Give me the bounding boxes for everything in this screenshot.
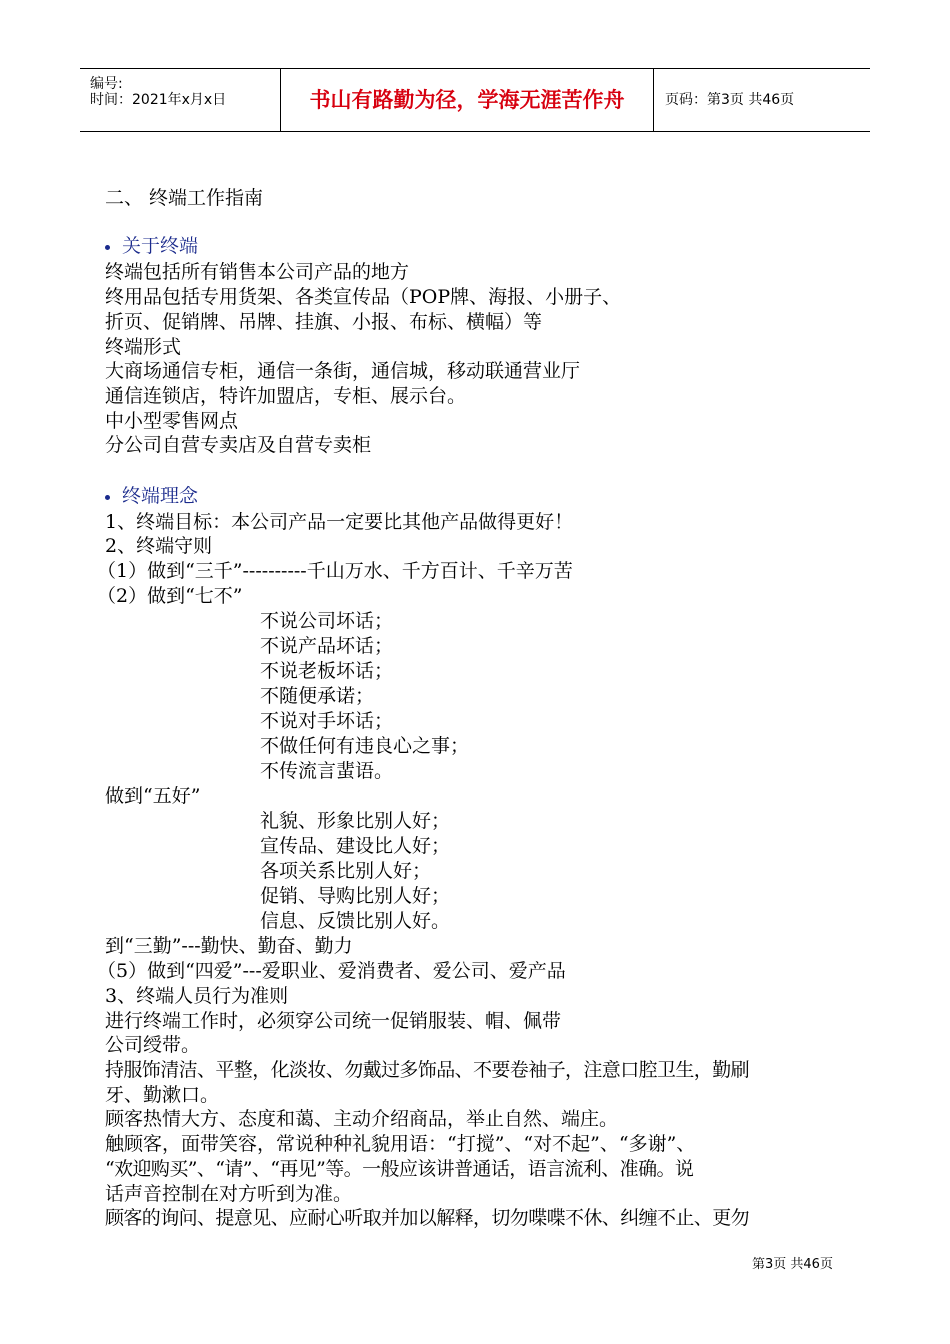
text-line: “欢迎购买”、“请”、“再见”等。一般应该讲普通话，语言流利、准确。说 <box>105 1158 694 1180</box>
list-item: 不说老板坏话； <box>260 660 394 682</box>
text-line: （1）做到“三千”----------千山万水、千方百计、千辛万苦 <box>97 560 573 582</box>
text-line: （5）做到“四爱”---爱职业、爱消费者、爱公司、爱产品 <box>97 960 566 982</box>
text-line: 2、终端守则 <box>105 535 213 557</box>
list-item: 不说公司坏话； <box>260 610 394 632</box>
date-label: 时间：2021年x月x日 <box>90 92 227 108</box>
section-title-about <box>105 234 198 258</box>
page-heading: 二、 终端工作指南 <box>105 187 264 209</box>
section-title-text: 关于终端 <box>122 235 199 257</box>
list-item: 促销、导购比别人好； <box>260 885 451 907</box>
text-line: 进行终端工作时，必须穿公司统一促销服装、帽、佩带 <box>105 1010 562 1032</box>
bullet-icon <box>105 245 110 250</box>
text-line: 3、终端人员行为准则 <box>105 985 289 1007</box>
text-line: 持服饰清洁、平整，化淡妆、勿戴过多饰品、不要卷袖子，注意口腔卫生，勤刷 <box>105 1059 750 1081</box>
text-line: 触顾客，面带笑容，常说种种礼貌用语：“打搅”、“对不起”、“多谢”、 <box>105 1133 696 1155</box>
text-line: 分公司自营专卖店及自营专卖柜 <box>105 434 372 456</box>
section-title-text: 终端理念 <box>122 485 199 507</box>
header-meta-cell <box>80 69 281 131</box>
text-line: 通信连锁店，特许加盟店，专柜、展示台。 <box>105 385 467 407</box>
page-header <box>80 68 870 132</box>
text-line: 话声音控制在对方听到为准。 <box>105 1183 353 1205</box>
text-line: 终端包括所有销售本公司产品的地方 <box>105 261 410 283</box>
text-line: 做到“五好” <box>105 785 201 807</box>
text-line: 顾客热情大方、态度和蔼、主动介绍商品，举止自然、端庄。 <box>105 1108 619 1130</box>
list-item: 宣传品、建设比人好； <box>260 835 451 857</box>
header-page-label: 页码：第3页 共46页 <box>665 92 795 108</box>
list-item: 礼貌、形象比别人好； <box>260 810 451 832</box>
text-line: 大商场通信专柜，通信一条街，通信城，移动联通营业厅 <box>105 360 581 382</box>
bullet-icon <box>105 495 110 500</box>
list-item: 各项关系比别人好； <box>260 860 432 882</box>
list-item: 不说产品坏话； <box>260 635 394 657</box>
text-line: 公司绶带。 <box>105 1034 201 1056</box>
list-item: 不传流言蜚语。 <box>260 760 394 782</box>
number-label: 编号: <box>90 76 123 92</box>
text-line: 终用品包括专用货架、各类宣传品（POP牌、海报、小册子、 <box>105 286 622 308</box>
text-line: 中小型零售网点 <box>105 410 239 432</box>
page-footer: 第3页 共46页 <box>752 1257 833 1272</box>
text-line: （2）做到“七不” <box>97 585 243 607</box>
list-item: 不做任何有违良心之事； <box>260 735 470 757</box>
text-line: 顾客的询问、提意见、应耐心听取并加以解释，切勿喋喋不休、纠缠不止、更勿 <box>105 1207 750 1229</box>
list-item: 信息、反馈比别人好。 <box>260 910 451 932</box>
text-line: 折页、促销牌、吊牌、挂旗、小报、布标、横幅）等 <box>105 311 543 333</box>
text-line: 终端形式 <box>105 336 182 358</box>
list-item: 不随便承诺； <box>260 685 375 707</box>
text-line: 1、终端目标：本公司产品一定要比其他产品做得更好！ <box>105 511 574 533</box>
section-title-philosophy <box>105 484 198 508</box>
text-line: 牙、勤漱口。 <box>105 1084 220 1106</box>
list-item: 不说对手坏话； <box>260 710 394 732</box>
header-motto: 书山有路勤为径，学海无涯苦作舟 <box>281 69 654 131</box>
text-line: 到“三勤”---勤快、勤奋、勤力 <box>105 935 353 957</box>
